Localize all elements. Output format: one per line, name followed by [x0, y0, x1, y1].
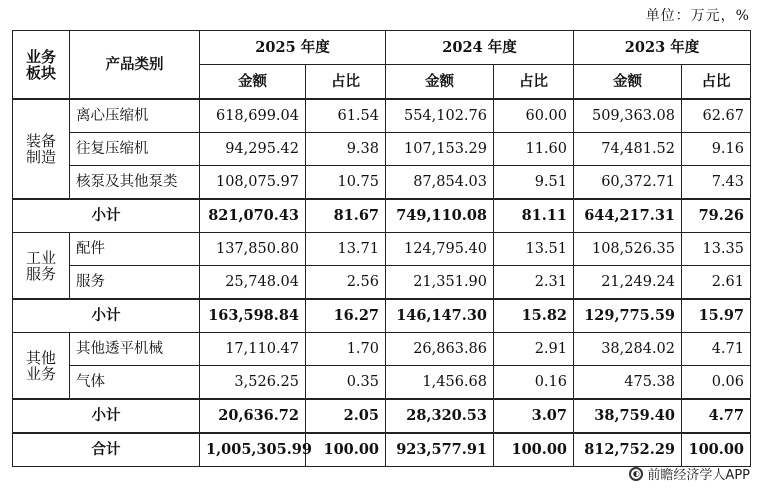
amount-cell: 108,075.97	[200, 166, 306, 200]
subtotal-share: 4.77	[682, 399, 751, 433]
segment-label: 其他	[25, 348, 56, 367]
total-share: 100.00	[306, 433, 386, 467]
subtotal-share: 2.05	[306, 399, 386, 433]
amount-header: 金额	[200, 65, 306, 100]
qianzhan-logo-icon: ◐	[629, 467, 643, 481]
total-share: 100.00	[494, 433, 574, 467]
amount-cell: 94,295.42	[200, 133, 306, 166]
total-amount: 1,005,305.99	[200, 433, 306, 467]
header-row-years	[13, 31, 751, 65]
segment-header	[13, 31, 70, 100]
subtotal-amount: 644,217.31	[574, 199, 682, 233]
share-header: 占比	[306, 65, 386, 100]
segment-label: 服务	[25, 264, 56, 283]
total-amount: 812,752.29	[574, 433, 682, 467]
subtotal-amount: 20,636.72	[200, 399, 306, 433]
subtotal-amount: 146,147.30	[386, 299, 494, 333]
amount-cell: 554,102.76	[386, 99, 494, 133]
amount-cell: 3,526.25	[200, 366, 306, 400]
amount-cell: 21,249.24	[574, 266, 682, 300]
total-label: 合计	[13, 433, 200, 467]
share-cell: 13.35	[682, 233, 751, 266]
subtotal-label: 小计	[13, 399, 200, 433]
share-cell: 0.35	[306, 366, 386, 400]
segment-cell	[13, 233, 70, 300]
product-name: 其他透平机械	[70, 333, 200, 366]
table-body	[13, 99, 751, 467]
product-name: 往复压缩机	[70, 133, 200, 166]
subtotal-row	[13, 299, 751, 333]
revenue-table	[12, 30, 751, 467]
table-row	[13, 99, 751, 133]
subtotal-label: 小计	[13, 299, 200, 333]
amount-cell: 475.38	[574, 366, 682, 400]
share-cell: 2.56	[306, 266, 386, 300]
share-cell: 1.70	[306, 333, 386, 366]
amount-cell: 124,795.40	[386, 233, 494, 266]
amount-header: 金额	[386, 65, 494, 100]
subtotal-share: 81.67	[306, 199, 386, 233]
amount-cell: 26,863.86	[386, 333, 494, 366]
share-cell: 2.91	[494, 333, 574, 366]
segment-label: 装备	[25, 132, 56, 150]
product-header: 产品类别	[70, 31, 200, 100]
share-cell: 0.16	[494, 366, 574, 400]
product-name: 核泵及其他泵类	[70, 166, 200, 200]
year-header: 2024 年度	[386, 31, 574, 65]
product-name: 气体	[70, 366, 200, 400]
amount-cell: 38,284.02	[574, 333, 682, 366]
share-cell: 61.54	[306, 99, 386, 133]
segment-label: 业务	[25, 364, 56, 383]
subtotal-amount: 28,320.53	[386, 399, 494, 433]
subtotal-amount: 163,598.84	[200, 299, 306, 333]
amount-cell: 108,526.35	[574, 233, 682, 266]
segment-cell	[13, 99, 70, 199]
share-cell: 7.43	[682, 166, 751, 200]
subtotal-share: 81.11	[494, 199, 574, 233]
share-cell: 2.61	[682, 266, 751, 300]
share-cell: 10.75	[306, 166, 386, 200]
year-header: 2025 年度	[200, 31, 386, 65]
subtotal-share: 15.82	[494, 299, 574, 333]
amount-cell: 107,153.29	[386, 133, 494, 166]
subtotal-amount: 821,070.43	[200, 199, 306, 233]
share-cell: 9.38	[306, 133, 386, 166]
product-name: 服务	[70, 266, 200, 300]
table-row	[13, 333, 751, 366]
subtotal-amount: 129,775.59	[574, 299, 682, 333]
share-cell: 60.00	[494, 99, 574, 133]
share-cell: 4.71	[682, 333, 751, 366]
amount-cell: 1,456.68	[386, 366, 494, 400]
subtotal-share: 79.26	[682, 199, 751, 233]
table-row	[13, 133, 751, 166]
amount-header: 金额	[574, 65, 682, 100]
subtotal-share: 16.27	[306, 299, 386, 333]
subtotal-share: 3.07	[494, 399, 574, 433]
amount-cell: 87,854.03	[386, 166, 494, 200]
total-share: 100.00	[682, 433, 751, 467]
share-cell: 11.60	[494, 133, 574, 166]
source-label: 前瞻经济学人APP	[647, 468, 750, 483]
table-row	[13, 233, 751, 266]
share-cell: 9.16	[682, 133, 751, 166]
share-cell: 13.71	[306, 233, 386, 266]
amount-cell: 21,351.90	[386, 266, 494, 300]
product-name: 离心压缩机	[70, 99, 200, 133]
subtotal-row	[13, 199, 751, 233]
share-header: 占比	[494, 65, 574, 100]
subtotal-amount: 38,759.40	[574, 399, 682, 433]
amount-cell: 137,850.80	[200, 233, 306, 266]
table-row	[13, 166, 751, 200]
subtotal-amount: 749,110.08	[386, 199, 494, 233]
segment-label: 工业	[25, 248, 56, 267]
total-amount: 923,577.91	[386, 433, 494, 467]
share-cell: 0.06	[682, 366, 751, 400]
amount-cell: 60,372.71	[574, 166, 682, 200]
amount-cell: 509,363.08	[574, 99, 682, 133]
segment-header-label: 业务板块	[25, 47, 56, 82]
amount-cell: 25,748.04	[200, 266, 306, 300]
segment-cell	[13, 333, 70, 400]
subtotal-label: 小计	[13, 199, 200, 233]
unit-note: 单位：万元，%	[645, 8, 750, 24]
share-cell: 13.51	[494, 233, 574, 266]
table-row	[13, 266, 751, 300]
share-cell: 9.51	[494, 166, 574, 200]
amount-cell: 17,110.47	[200, 333, 306, 366]
product-name: 配件	[70, 233, 200, 266]
segment-label: 制造	[25, 148, 56, 166]
total-row	[13, 433, 751, 467]
table-row	[13, 366, 751, 400]
year-header: 2023 年度	[574, 31, 751, 65]
share-cell: 2.31	[494, 266, 574, 300]
amount-cell: 74,481.52	[574, 133, 682, 166]
subtotal-share: 15.97	[682, 299, 751, 333]
share-cell: 62.67	[682, 99, 751, 133]
amount-cell: 618,699.04	[200, 99, 306, 133]
subtotal-row	[13, 399, 751, 433]
source-footer	[629, 464, 750, 483]
share-header: 占比	[682, 65, 751, 100]
